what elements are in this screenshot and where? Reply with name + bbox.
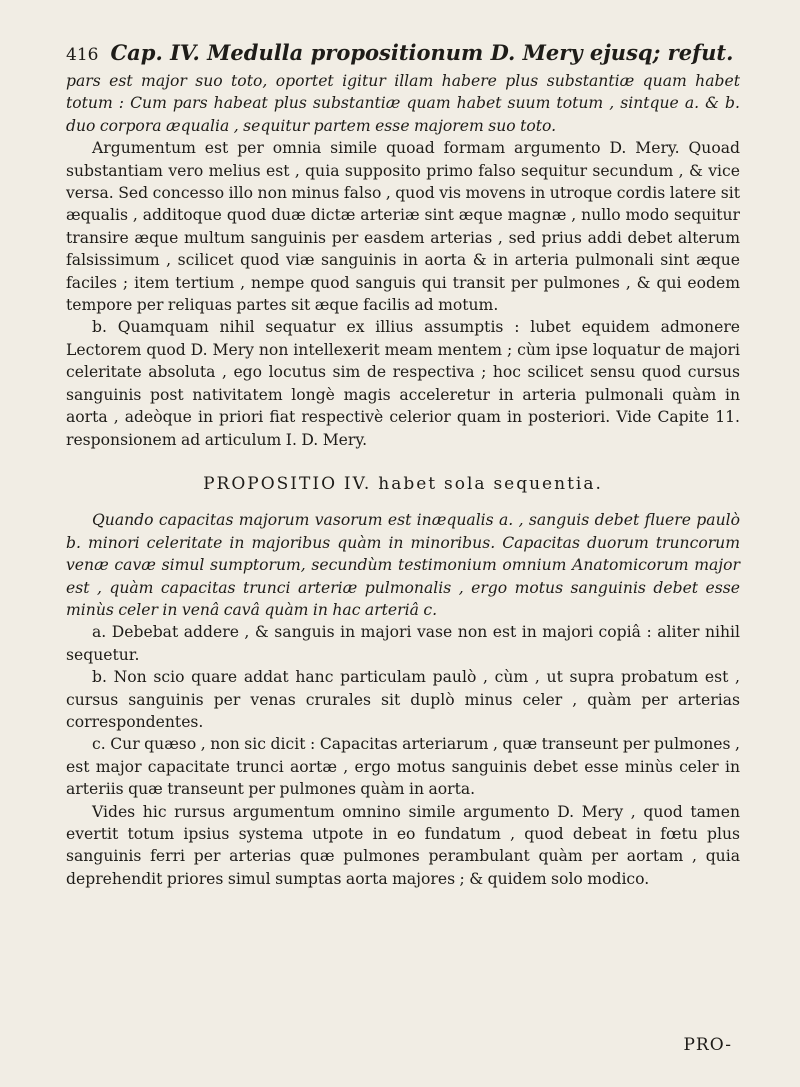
- running-title: Cap. IV. Medulla propositionum D. Mery ejusq; refut.: [110, 40, 734, 65]
- running-header: [66, 38, 740, 70]
- section-heading: PROPOSITIO IV. habet sola sequentia.: [203, 473, 603, 494]
- paragraph: b. Non scio quare addat hanc particulam paulò , cùm , ut supra probatum est , cursus sanguinis per venas crurales sit duplò minus celer , quàm per arterias correspondentes.: [66, 668, 740, 731]
- paragraph: pars est major suo toto, oportet igitur illam habere plus substantiæ quam habet totum : Cum pars habeat plus substantiæ quam habet suum totum , sintque a. & b. duo corpora æqualia , sequitur partem esse majorem suo toto.: [66, 72, 740, 135]
- catchword: PRO-: [683, 1035, 732, 1055]
- paragraph: c. Cur quæso , non sic dicit : Capacitas arteriarum , quæ transeunt per pulmones , est major capacitate trunci aortæ , ergo motus sanguinis debet esse minùs celer in arteriis quæ transeunt per pulmones quàm in aorta.: [66, 735, 740, 799]
- paragraph: b. Quamquam nihil sequatur ex illius assumptis : lubet equidem admonere Lectorem quod D. Mery non intellexerit meam mentem ; cùm ipse loquatur de majori celeritate absoluta , ego locutus sim de respectiva ; hoc scilicet sensu quod cursus sanguinis post nativitatem longè magis acceleretur in arteria pulmonali quàm in aorta , adeòque in priori fiat respectivè celerior quam in posteriori. Vide Capite 11. responsionem ad articulum I. D. Mery.: [66, 318, 740, 449]
- paragraph: Argumentum est per omnia simile quoad formam argumento D. Mery. Quoad substantiam vero melius est , quia supposito primo falso sequitur secundum , & vice versa. Sed concesso illo non minus falso , quod vis movens in utroque cordis latere sit æqualis , additoque quod duæ dictæ arteriæ sint æque magnæ , nullo modo sequitur transire æque multum sanguinis per easdem arterias , sed prius addi debet alterum falsissimum , scilicet quod viæ sanguinis in aorta & in arteria pulmonali sint æque faciles ; item tertium , nempe quod sanguis qui transit per pulmones , & qui eodem tempore per reliquas partes sit æque facilis ad motum.: [66, 139, 740, 315]
- paragraph: Vides hic rursus argumentum omnino simile argumento D. Mery , quod tamen evertit totum ipsius systema utpote in eo fundatum , quod debeat in fœtu plus sanguinis ferri per arterias quæ pulmones perambulant quàm per aortam , quia deprehendit priores simul sumptas aorta majores ; & quidem solo modico.: [66, 802, 740, 888]
- proposition-statement: Quando capacitas majorum vasorum est inæqualis a. , sanguis debet fluere paulò b. minori celeritate in majoribus quàm in minoribus. Capacitas duorum truncorum venæ cavæ simul sumptorum, secundùm testimonium omnium Anatomicorum major est , quàm capacitas trunci arteriæ pulmonalis , ergo motus sanguinis debet esse minùs celer in venâ cavâ quàm in hac arteriâ c.: [66, 511, 740, 619]
- paragraph: a. Debebat addere , & sanguis in majori vase non est in majori copiâ : aliter nihil sequetur.: [66, 623, 740, 664]
- page-number: 416: [66, 45, 99, 65]
- body-text: [66, 70, 740, 890]
